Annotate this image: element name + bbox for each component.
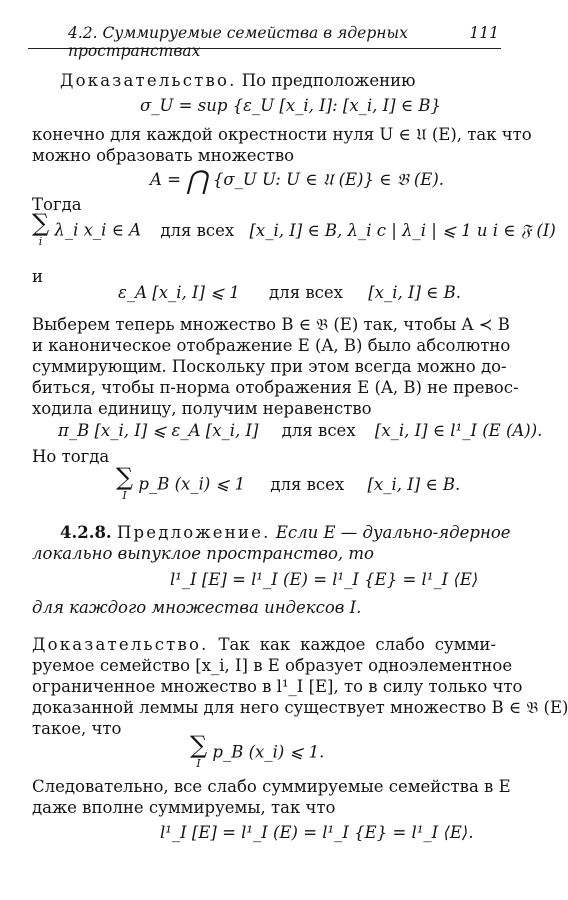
- proposition-heading: [60, 522, 511, 544]
- text-line: Выберем теперь множество B ∈ 𝔅 (E) так, чтобы A ≺ B: [32, 315, 510, 334]
- formula-connector: для всех: [270, 474, 345, 494]
- formula-connector: для всех: [160, 220, 235, 240]
- text-line: конечно для каждой окрестности нуля U ∈ 𝔘 (E), так что: [32, 125, 532, 144]
- formula-connector: для всех: [269, 283, 343, 302]
- formula-rhs: {σ_U U: U ∈ 𝔘 (E)} ∈ 𝔅 (E).: [212, 170, 445, 189]
- proposition-text: Если E — дуально-ядерное: [275, 523, 511, 542]
- page-number: 111: [469, 24, 499, 42]
- text-line: ограниченное множество в l¹_I [E], то в силу только что: [32, 677, 523, 696]
- formula-part: [x_i, I] ∈ B.: [368, 283, 461, 302]
- formula-lambda: [32, 209, 556, 250]
- big-intersection-symbol: ⋂: [186, 166, 208, 196]
- formula-part: p_B (x_i) ⩽ 1.: [212, 742, 325, 762]
- proposition-text-line: локально выпуклое пространство, то: [32, 544, 374, 563]
- formula-part: [x_i, I] ∈ l¹_I (E (A)).: [374, 421, 543, 440]
- proposition-number: 4.2.8.: [60, 523, 112, 542]
- formula-epsilon-A: [118, 282, 461, 304]
- text-line: ходила единицу, получим неравенство: [32, 399, 372, 418]
- formula-part: π_B [x_i, I] ⩽ ε_A [x_i, I]: [58, 421, 259, 440]
- formula-set-A: [150, 166, 445, 196]
- proof-opening-line: [60, 70, 415, 92]
- text-line: и каноническое отображение E (A, B) было абсолютно: [32, 336, 511, 355]
- proposition-label: Предложение.: [116, 523, 271, 542]
- formula-part: ε_A [x_i, I] ⩽ 1: [118, 283, 240, 302]
- text-but-then: Но тогда: [32, 447, 110, 466]
- proof-label: Доказательство.: [32, 635, 209, 654]
- proof-label: Доказательство.: [60, 71, 237, 90]
- text-line: Следовательно, все слабо суммируемые семейства в E: [32, 777, 511, 796]
- formula-part: [x_i, I] ∈ B, λ_i с | λ_i | ⩽ 1 и i ∈ 𝔉 (I): [249, 220, 556, 240]
- formula-sum-pB-final: [190, 731, 325, 772]
- text-line: биться, чтобы π-норма отображения E (A, B) не превос-: [32, 378, 519, 397]
- sum-symbol: ∑ I: [190, 731, 208, 770]
- text-line: суммирующим. Поскольку при этом всегда можно до-: [32, 357, 507, 376]
- text-line: даже вполне суммируемы, так что: [32, 798, 336, 817]
- text-line: такое, что: [32, 719, 122, 738]
- proposition-text-line: для каждого множества индексов I.: [32, 598, 362, 617]
- formula-sigma: σ_U = sup {ε_U [x_i, I]: [x_i, I] ∈ B}: [140, 96, 441, 115]
- formula-part: λ_i x_i ∈ A: [54, 220, 142, 240]
- running-header: [28, 18, 501, 60]
- formula-connector: для всех: [281, 421, 356, 440]
- formula-part: p_B (x_i) ⩽ 1: [138, 474, 246, 494]
- text-and: и: [32, 267, 43, 286]
- formula-l1-equalities-final: l¹_I [E] = l¹_I (E) = l¹_I {E} = l¹_I ⟨E⟩.: [160, 823, 474, 842]
- formula-l1-equalities: l¹_I [E] = l¹_I (E) = l¹_I {E} = l¹_I ⟨E⟩: [170, 570, 479, 589]
- text-line: доказанной леммы для него существует множество B ∈ 𝔅 (E): [32, 698, 568, 717]
- formula-pi-B: [58, 420, 542, 442]
- text-then: Тогда: [32, 195, 82, 214]
- formula-lhs: A =: [150, 170, 181, 189]
- sum-symbol: ∑ I: [116, 463, 134, 502]
- text-line: можно образовать множество: [32, 146, 295, 165]
- formula-sum-pB: [116, 463, 461, 504]
- proof2-opening-line: [32, 634, 496, 656]
- formula-part: [x_i, I] ∈ B.: [367, 474, 461, 494]
- sum-symbol: ∑ i: [32, 209, 50, 248]
- running-title: 4.2. Суммируемые семейства в ядерных пространствах: [68, 24, 408, 60]
- proof-opening-text: Так как каждое слабо сумми-: [218, 635, 496, 654]
- text-line: руемое семейство [x_i, I] в E образует одноэлементное: [32, 656, 513, 675]
- proof-opening-text: По предположению: [241, 71, 416, 90]
